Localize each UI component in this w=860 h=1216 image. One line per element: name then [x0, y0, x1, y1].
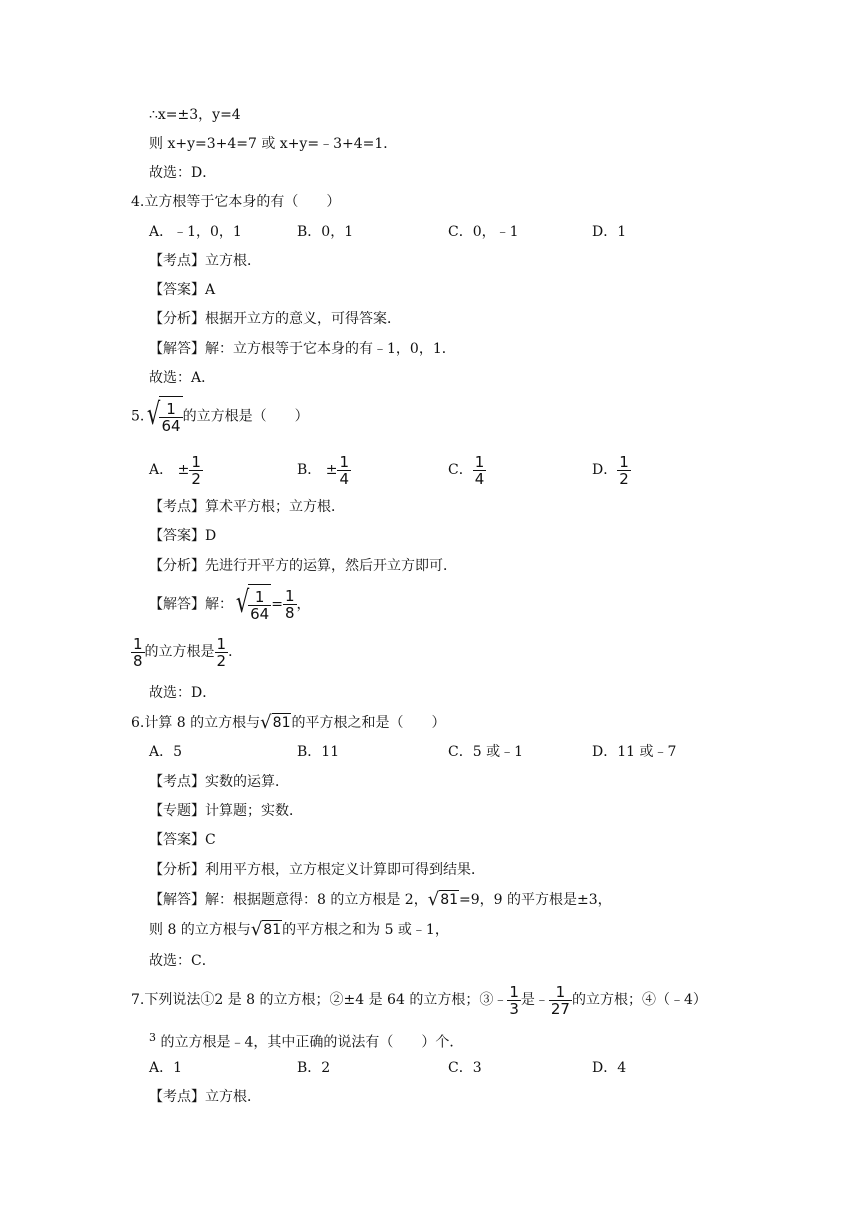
- q6-guxuan: 故选：C．: [149, 953, 216, 969]
- solution-line: ∴x=±3，y=4: [149, 107, 241, 123]
- q5-option-d: D． $\frac{1}{2}$: [592, 452, 629, 488]
- q7-option-b: B．2: [297, 1060, 331, 1076]
- q5-guxuan: 故选：D．: [149, 685, 217, 701]
- radical-sign-icon: √: [250, 919, 263, 940]
- answer-choice-line: 故选：D．: [149, 165, 217, 181]
- q5-jieda: 【解答】解： √ $\frac{1}{64}$ = $\frac{1}{8}$ ，: [149, 584, 311, 625]
- solution-line: 则 x+y=3+4=7 或 x+y=﹣3+4=1．: [149, 136, 398, 152]
- q5-denominator: 64: [161, 416, 181, 435]
- q5-stem-suffix: 的立方根是（ ）: [182, 408, 309, 425]
- q4-guxuan: 故选：A．: [149, 370, 216, 386]
- q4-kaodian: 【考点】立方根．: [149, 253, 261, 269]
- q5-daan: 【答案】D: [149, 528, 217, 544]
- radical-sign-icon: √: [147, 397, 161, 432]
- q5-jieda-sqrt: √ $\frac{1}{64}$: [233, 584, 271, 625]
- q6-kaodian: 【考点】实数的运算．: [149, 774, 289, 790]
- q5-option-a: A． ± $\frac{1}{2}$: [149, 452, 201, 488]
- q6-option-c: C．5 或﹣1: [448, 744, 523, 760]
- q6-daan: 【答案】C: [149, 832, 216, 848]
- q5-option-b: B． ± $\frac{1}{4}$: [297, 452, 350, 488]
- q7-option-c: C．3: [448, 1060, 482, 1076]
- question-5-stem: [131, 396, 309, 436]
- q4-jieda: 【解答】解：立方根等于它本身的有﹣1，0，1．: [149, 341, 456, 357]
- q7-option-a: A．1: [149, 1060, 183, 1076]
- q5-fenxi: 【分析】先进行开平方的运算，然后开立方即可．: [149, 558, 457, 574]
- radical-sign-icon: √: [260, 712, 272, 733]
- q4-fenxi: 【分析】根据开立方的意义，可得答案．: [149, 311, 401, 327]
- q4-option-d: D．1: [592, 224, 627, 240]
- q6-sqrt: √ 81: [260, 712, 291, 733]
- question-4-stem: 4.立方根等于它本身的有（ ）: [131, 194, 341, 210]
- radical-sign-icon: √: [427, 889, 440, 910]
- q5-sqrt-fraction: [144, 396, 182, 437]
- q5-number: 5.: [131, 408, 145, 425]
- question-7-stem: 7.下列说法①2 是 8 的立方根；②±4 是 64 的立方根；③﹣ $\frac{1}{3}$ 是﹣ $\frac{1}{27}$ 的立方根；④（﹣4）: [131, 982, 707, 1018]
- q5-jieda-line2: $\frac{1}{8}$ 的立方根是 $\frac{1}{2}$ ．: [133, 634, 243, 670]
- q6-jieda: 【解答】解：根据题意得：8 的立方根是 2， √ 81 =9，9 的平方根是±3，: [149, 889, 612, 910]
- q4-option-b: B．0，1: [297, 224, 354, 240]
- q6-option-b: B．11: [297, 744, 340, 760]
- q6-option-a: A．5: [149, 744, 183, 760]
- question-7-stem-line2: $^3$ 的立方根是﹣4，其中正确的说法有（ ）个．: [149, 1031, 464, 1051]
- q5-numerator: 1: [166, 399, 176, 418]
- q4-option-c: C．0，﹣1: [448, 224, 519, 240]
- q4-daan: 【答案】A: [149, 282, 216, 298]
- q5-option-c: C． $\frac{1}{4}$: [448, 452, 485, 488]
- question-6-stem: 6.计算 8 的立方根与 √ 81 的平方根之和是（ ）: [131, 712, 446, 733]
- q5-kaodian: 【考点】算术平方根；立方根．: [149, 499, 345, 515]
- q6-line2-sqrt: √ 81: [250, 919, 282, 940]
- q6-option-d: D．11 或﹣7: [592, 744, 677, 760]
- q6-jieda-sqrt: √ 81: [427, 889, 459, 910]
- q7-option-d: D．4: [592, 1060, 627, 1076]
- q6-fenxi: 【分析】利用平方根，立方根定义计算即可得到结果．: [149, 862, 485, 878]
- q6-zhuanti: 【专题】计算题；实数．: [149, 803, 303, 819]
- q4-option-a: A．﹣1，0，1: [149, 224, 242, 240]
- radical-sign-icon: √: [235, 585, 250, 620]
- q7-kaodian: 【考点】立方根．: [149, 1089, 261, 1105]
- q6-jieda-line2: 则 8 的立方根与 √ 81 的平方根之和为 5 或﹣1，: [149, 919, 449, 940]
